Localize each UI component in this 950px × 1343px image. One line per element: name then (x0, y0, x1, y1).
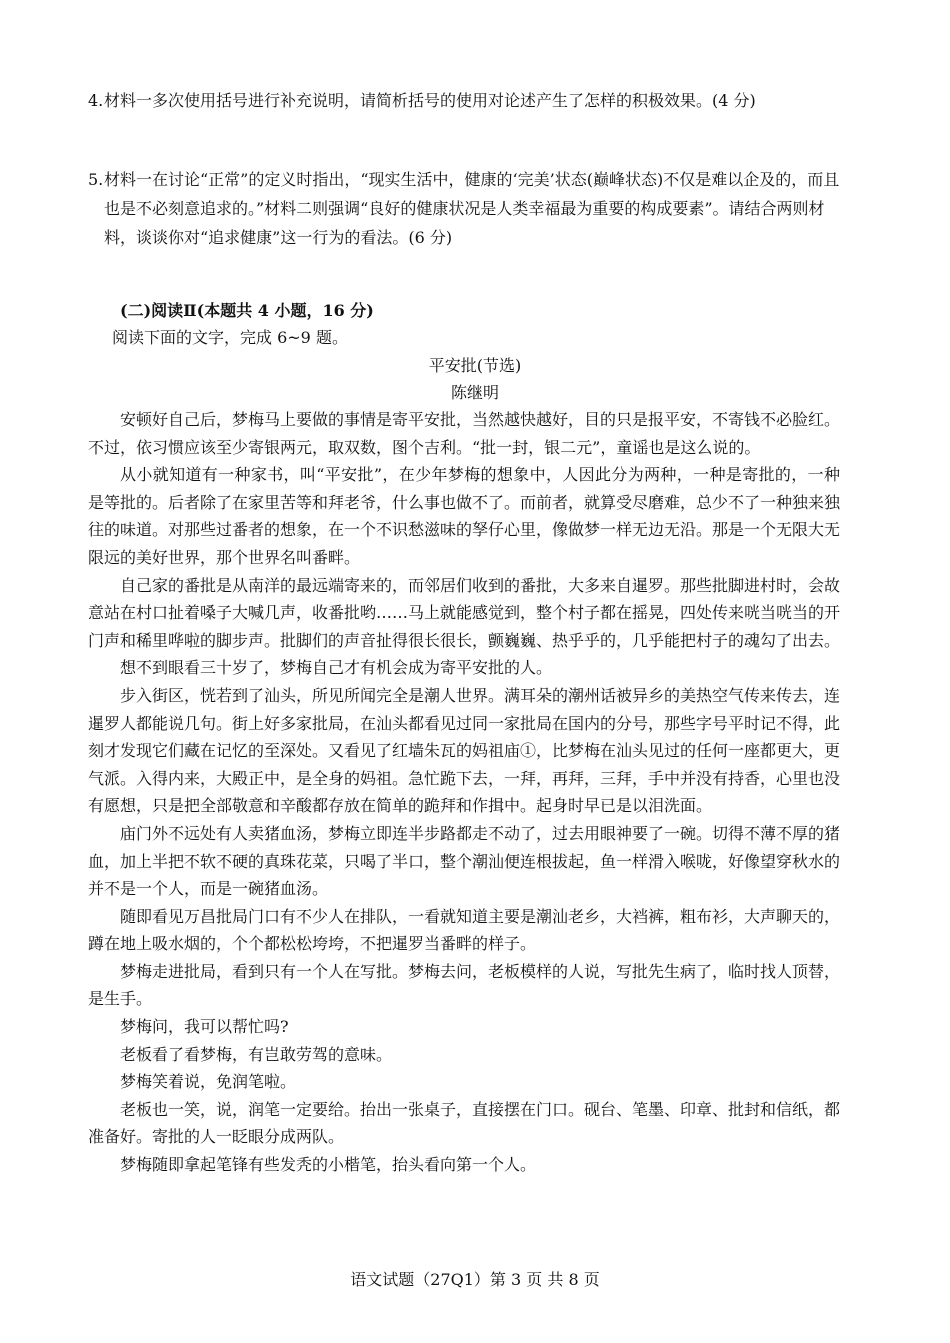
question-4 (88, 86, 848, 115)
question-5 (88, 165, 848, 252)
paragraph: 老板看了看梦梅，有岂敢劳驾的意味。 (120, 1044, 393, 1064)
question-number: 5. (88, 170, 104, 189)
paragraph: 步入街区，恍若到了汕头，所见所闻完全是潮人世界。满耳朵的潮州话被异乡的美热空气传来传去，连暹罗人都能说几句。街上好多家批局，在汕头都看见过同一家批局在国内的分号，那些字号平时记不得，此刻才发现它们藏在记忆的至深处。又看见了红墙朱瓦的妈祖庙①，比梦梅在汕头见过的任何一座都更大，更气派。入得内来，大殿正中，是全身的妈祖。急忙跪下去，一拜，再拜，三拜，手中并没有持香，心里也没有愿想，只是把全部敬意和辛酸都存放在简单的跪拜和作揖中。起身时早已是以泪洗面。 (88, 685, 841, 816)
paragraph: 梦梅随即拿起笔锋有些发秃的小楷笔，抬头看向第一个人。 (120, 1155, 537, 1175)
question-number: 4. (88, 91, 104, 110)
paragraph: 随即看见万昌批局门口有不少人在排队，一看就知道主要是潮汕老乡，大裆裤，粗布衫，大声聊天的，蹲在地上吸水烟的，个个都松松垮垮，不把暹罗当番畔的样子。 (88, 906, 841, 954)
paragraph: 从小就知道有一种家书，叫“平安批”，在少年梦梅的想象中，人因此分为两种，一种是寄批的，一种是等批的。后者除了在家里苦等和拜老爷，什么事也做不了。而前者，就算受尽磨难，总少不了一种独来独往的味道。对那些过番者的想象，在一个不识愁滋味的孥仔心里，像做梦一样无边无沿。那是一个无限大无限远的美好世界，那个世界名叫番畔。 (88, 465, 841, 567)
paragraph: 安顿好自己后，梦梅马上要做的事情是寄平安批，当然越快越好，目的只是报平安，不寄钱不必脸红。不过，依习惯应该至少寄银两元，取双数，图个吉利。“批一封，银二元”，童谣也是这么说的。 (88, 410, 841, 457)
paragraph: 自己家的番批是从南洋的最远端寄来的，而邻居们收到的番批，大多来自暹罗。那些批脚进村时，会故意站在村口扯着嗓子大喊几声，收番批哟……马上就能感觉到，整个村子都在摇晃，四处传来咣当咣当的开门声和稀里哗啦的脚步声。批脚们的声音扯得很长很长，颤巍巍、热乎乎的，几乎能把村子的魂勾了出去。 (88, 575, 841, 650)
page-footer: 语文试题（27Q1）第 3 页 共 8 页 (350, 1270, 600, 1289)
paragraph: 老板也一笑，说，润笔一定要给。抬出一张桌子，直接摆在门口。砚台、笔墨、印章、批封和信纸，都准备好。寄批的人一眨眼分成两队。 (88, 1099, 841, 1147)
paragraph: 庙门外不远处有人卖猪血汤，梦梅立即连半步路都走不动了，过去用眼神要了一碗。切得不薄不厚的猪血，加上半把不软不硬的真珠花菜，只喝了半口，整个潮汕便连根拔起，鱼一样滑入喉咙，好像望穿秋水的并不是一个人，而是一碗猪血汤。 (88, 823, 841, 899)
article-title: 平安批(节选) (428, 356, 522, 375)
question-text: 材料一在讨论“正常”的定义时指出，“现实生活中，健康的‘完美’状态(巅峰状态)不仅是难以企及的，而且也是不必刻意追求的。”材料二则强调“良好的健康状况是人类幸福最为重要的构成要素”。请结合两则材料，谈谈你对“追求健康”这一行为的看法。(6 分) (104, 170, 840, 247)
article-body (88, 406, 840, 1179)
paragraph: 梦梅问，我可以帮忙吗? (120, 1017, 289, 1037)
section-instruction: 阅读下面的文字，完成 6~9 题。 (112, 328, 348, 347)
section-heading: (二)阅读Ⅱ(本题共 4 小题，16 分) (120, 301, 374, 320)
paragraph: 想不到眼看三十岁了，梦梅自己才有机会成为寄平安批的人。 (120, 658, 553, 678)
article-author: 陈继明 (450, 383, 499, 402)
paragraph: 梦梅走进批局，看到只有一个人在写批。梦梅去问，老板模样的人说，写批先生病了，临时找人顶替，是生手。 (88, 961, 841, 1009)
paragraph: 梦梅笑着说，免润笔啦。 (120, 1072, 297, 1092)
question-text: 材料一多次使用括号进行补充说明，请简析括号的使用对论述产生了怎样的积极效果。(4 分) (104, 91, 756, 110)
